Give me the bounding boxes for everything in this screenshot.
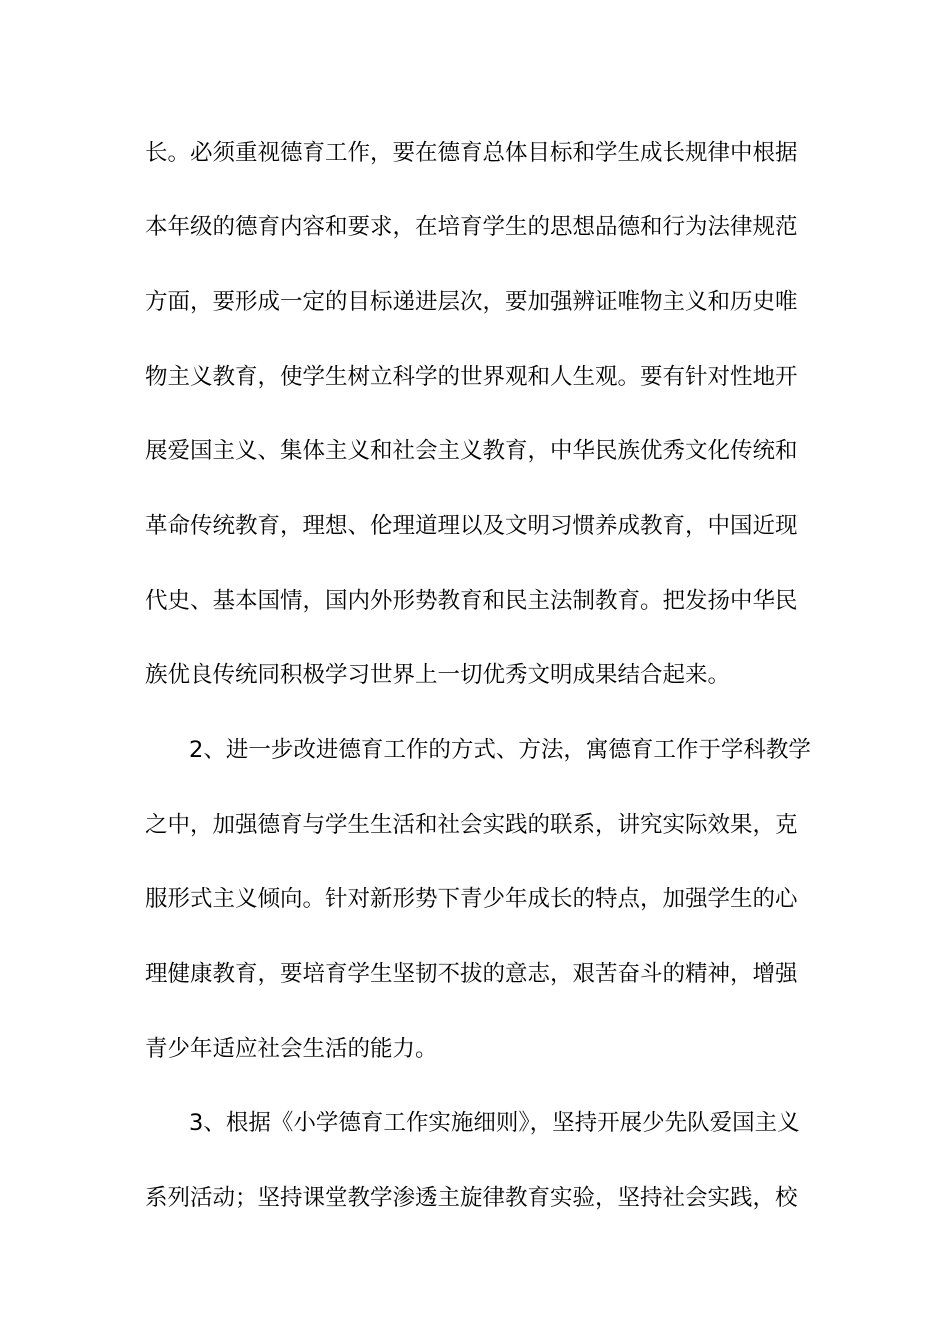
text-line: 革命传统教育，理想、伦理道理以及文明习惯养成教育，中国近现 [145, 513, 798, 539]
text-line: 系列活动；坚持课堂教学渗透主旋律教育实验，坚持社会实践，校 [145, 1185, 798, 1211]
text-line: 物主义教育，使学生树立科学的世界观和人生观。要有针对性地开 [145, 364, 798, 390]
text-line: 长。必须重视德育工作，要在德育总体目标和学生成长规律中根据 [145, 140, 798, 166]
paragraph-start-line: 3、根据《小学德育工作实施细则》，坚持开展少先队爱国主义 [189, 1110, 800, 1136]
text-line: 之中，加强德育与学生生活和社会实践的联系，讲究实际效果，克 [145, 812, 798, 838]
text-line: 服形式主义倾向。针对新形势下青少年成长的特点，加强学生的心 [145, 886, 798, 912]
text-line: 本年级的德育内容和要求，在培育学生的思想品德和行为法律规范 [145, 214, 798, 240]
text-line: 代史、基本国情，国内外形势教育和民主法制教育。把发扬中华民 [145, 588, 798, 614]
text-line: 理健康教育，要培育学生坚韧不拔的意志，艰苦奋斗的精神，增强 [145, 961, 798, 987]
text-line: 方面，要形成一定的目标递进层次，要加强辨证唯物主义和历史唯 [145, 289, 798, 315]
text-line: 族优良传统同积极学习世界上一切优秀文明成果结合起来。 [145, 662, 731, 688]
text-line: 青少年适应社会生活的能力。 [145, 1036, 438, 1062]
text-line: 展爱国主义、集体主义和社会主义教育，中华民族优秀文化传统和 [145, 438, 798, 464]
paragraph-start-line: 2、进一步改进德育工作的方式、方法，寓德育工作于学科教学 [189, 737, 811, 763]
